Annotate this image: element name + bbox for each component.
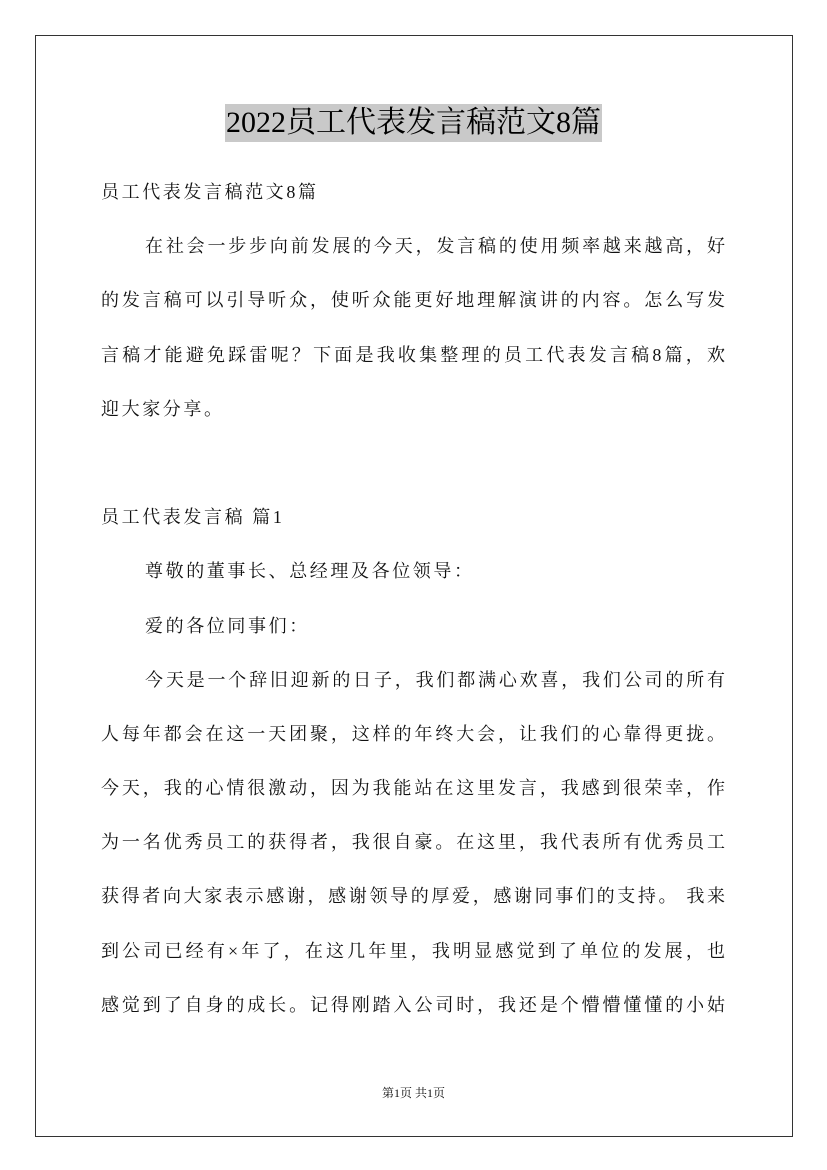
salutation: 爱的各位同事们： — [145, 615, 310, 636]
section-title: 员工代表发言稿 篇1 — [101, 507, 285, 528]
document-title: 2022员工代表发言稿范文8篇 — [225, 104, 602, 142]
body-line: 感觉到了自身的成长。记得刚踏入公司时，我还是个懵懵懂懂的小姑 — [101, 994, 726, 1015]
body-line: 人每年都会在这一天团聚，这样的年终大会，让我们的心靠得更拢。 — [101, 723, 726, 744]
document-heading: 员工代表发言稿范文8篇 — [101, 182, 319, 202]
intro-line: 言稿才能避免踩雷呢？下面是我收集整理的员工代表发言稿8篇，欢 — [101, 344, 726, 365]
document-body — [101, 165, 726, 1032]
body-line: 获得者向大家表示感谢，感谢领导的厚爱，感谢同事们的支持。 我来 — [101, 886, 726, 907]
salutation: 尊敬的董事长、总经理及各位领导： — [145, 561, 475, 582]
title-container — [0, 104, 827, 142]
page-footer: 第1页 共1页 — [381, 1086, 445, 1100]
paragraph-spacer — [101, 436, 726, 490]
intro-line: 的发言稿可以引导听众，使听众能更好地理解演讲的内容。怎么写发 — [101, 290, 726, 311]
intro-line: 迎大家分享。 — [101, 398, 225, 419]
body-line: 今天，我的心情很激动，因为我能站在这里发言，我感到很荣幸，作 — [101, 778, 726, 799]
intro-line: 在社会一步步向前发展的今天，发言稿的使用频率越来越高，好 — [145, 236, 726, 257]
body-line: 到公司已经有×年了，在这几年里，我明显感觉到了单位的发展，也 — [101, 940, 726, 961]
body-line: 为一名优秀员工的获得者，我很自豪。在这里，我代表所有优秀员工 — [101, 832, 726, 853]
body-line: 今天是一个辞旧迎新的日子，我们都满心欢喜，我们公司的所有 — [145, 669, 726, 690]
